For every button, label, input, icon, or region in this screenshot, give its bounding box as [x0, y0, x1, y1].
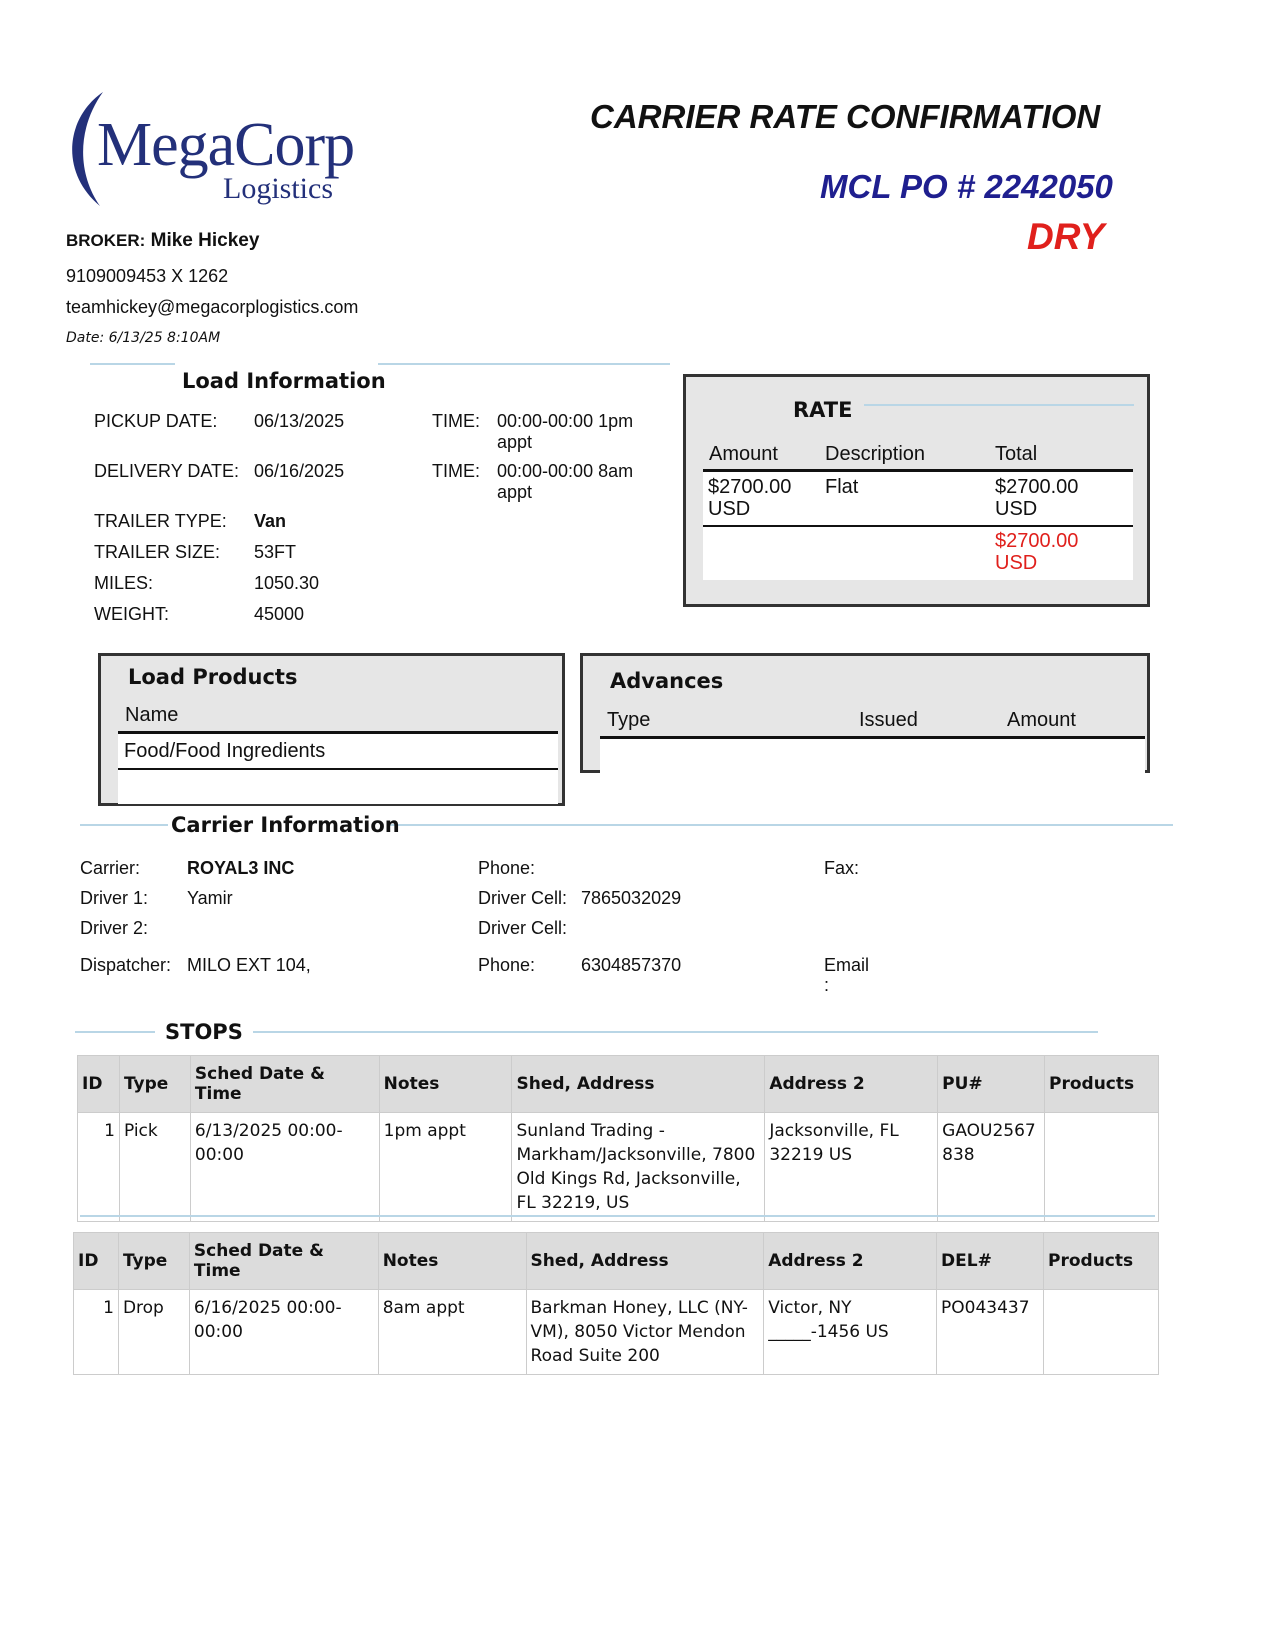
dispatch-email-label: Email	[824, 955, 870, 975]
broker-line	[66, 230, 259, 252]
stops-rule-right	[253, 1031, 1098, 1033]
miles: 1050.30	[254, 573, 320, 593]
pickup-time: 00:00-00:00 1pm	[497, 411, 634, 431]
rate-col-total: Total	[995, 443, 1038, 465]
pickup-header-row	[78, 1056, 1159, 1113]
rate-table-body	[703, 469, 1133, 580]
load-product-item: Food/Food Ingredients	[124, 740, 326, 762]
drop-id: 1	[74, 1290, 119, 1375]
pickup-id: 1	[78, 1113, 120, 1222]
stops-divider-rule	[80, 1215, 1155, 1217]
rate-title-rule	[864, 404, 1134, 406]
dispatch-email-colon: :	[824, 975, 830, 995]
pickup-header-id: ID	[78, 1056, 120, 1113]
pickup-type: Pick	[119, 1113, 190, 1222]
trailer-type-label: TRAILER TYPE:	[94, 511, 227, 531]
broker-label: BROKER:	[66, 231, 146, 250]
advances-title: Advances	[610, 669, 724, 693]
pickup-date-label: PICKUP DATE:	[94, 411, 218, 431]
trailer-size-label: TRAILER SIZE:	[94, 542, 221, 562]
broker-email[interactable]: teamhickey@megacorplogistics.com	[66, 297, 359, 317]
advances-body	[600, 736, 1145, 773]
advances-col-amount: Amount	[1007, 709, 1076, 731]
table-row	[74, 1290, 1159, 1375]
carrier-info-rule-right	[388, 824, 1173, 826]
trailer-size: 53FT	[254, 542, 297, 562]
pickup-sched: 6/13/2025 00:00-00:00	[190, 1113, 379, 1222]
pickup-header-products: Products	[1045, 1056, 1159, 1113]
rate-title: RATE	[793, 398, 853, 422]
dispatch-phone: 6304857370	[581, 955, 682, 975]
carrier-label: Carrier:	[80, 858, 141, 878]
pickup-header-type: Type	[119, 1056, 190, 1113]
driver2-label: Driver 2:	[80, 918, 149, 938]
load-info-rule-right	[378, 363, 670, 365]
load-info-rule-left	[90, 363, 175, 365]
advances-col-issued: Issued	[859, 709, 918, 731]
pickup-pu-number: GAOU2567838	[938, 1113, 1045, 1222]
drop-header-address2: Address 2	[764, 1233, 937, 1290]
rate-total-currency: USD	[995, 498, 1038, 520]
pickup-address2: Jacksonville, FL 32219 US	[765, 1113, 938, 1222]
broker-name: Mike Hickey	[150, 230, 260, 251]
delivery-time-note: appt	[497, 482, 533, 502]
weight: 45000	[254, 604, 305, 624]
delivery-date: 06/16/2025	[254, 461, 345, 481]
rate-description: Flat	[825, 476, 859, 498]
load-type: DRY	[1027, 216, 1105, 257]
pickup-time-label: TIME:	[432, 411, 480, 431]
carrier-info-title: Carrier Information	[171, 813, 400, 837]
dispatcher-name: MILO EXT 104,	[187, 955, 311, 975]
rate-row-divider	[703, 525, 1133, 527]
carrier-name: ROYAL3 INC	[187, 858, 295, 878]
pickup-header-address2: Address 2	[765, 1056, 938, 1113]
drop-header-notes: Notes	[378, 1233, 526, 1290]
drop-header-id: ID	[74, 1233, 119, 1290]
delivery-date-label: DELIVERY DATE:	[94, 461, 240, 481]
rate-col-amount: Amount	[709, 443, 778, 465]
load-products-box	[98, 653, 565, 806]
advances-col-type: Type	[607, 709, 651, 731]
stops-rule-left	[75, 1031, 155, 1033]
carrier-fax-label: Fax:	[824, 858, 860, 878]
pickup-products	[1045, 1113, 1159, 1222]
rate-col-description: Description	[825, 443, 926, 465]
drop-header-del: DEL#	[937, 1233, 1044, 1290]
drop-sched: 6/16/2025 00:00-00:00	[189, 1290, 378, 1375]
megacorp-logo	[55, 88, 385, 213]
pickup-header-pu: PU#	[938, 1056, 1045, 1113]
drop-type: Drop	[118, 1290, 189, 1375]
trailer-type: Van	[254, 511, 287, 531]
drop-del-number: PO043437	[937, 1290, 1044, 1375]
pickup-header-address: Shed, Address	[512, 1056, 765, 1113]
carrier-info-rule-left	[80, 824, 168, 826]
logo-name: MegaCorp	[97, 111, 355, 179]
weight-label: WEIGHT:	[94, 604, 169, 624]
driver2-cell-label: Driver Cell:	[478, 918, 568, 938]
pickup-stop-table	[77, 1055, 1159, 1222]
rate-amount: $2700.00	[708, 476, 792, 498]
rate-amount-currency: USD	[708, 498, 751, 520]
drop-header-type: Type	[118, 1233, 189, 1290]
rate-grand-currency: USD	[995, 552, 1038, 574]
drop-products	[1044, 1290, 1159, 1375]
driver1-name: Yamir	[187, 888, 233, 908]
driver1-cell-label: Driver Cell:	[478, 888, 568, 908]
pickup-date: 06/13/2025	[254, 411, 345, 431]
drop-notes: 8am appt	[378, 1290, 526, 1375]
advances-box	[580, 653, 1150, 773]
pickup-notes: 1pm appt	[379, 1113, 512, 1222]
table-row	[78, 1113, 1159, 1222]
pickup-address: Sunland Trading - Markham/Jacksonville, 7800 Old Kings Rd, Jacksonville, FL 32219, US	[512, 1113, 765, 1222]
load-products-title: Load Products	[128, 665, 298, 689]
stops-title: STOPS	[165, 1020, 243, 1044]
po-number: MCL PO # 2242050	[820, 168, 1113, 205]
broker-phone: 9109009453 X 1262	[66, 266, 229, 286]
dispatch-phone-label: Phone:	[478, 955, 536, 975]
drop-address: Barkman Honey, LLC (NY-VM), 8050 Victor Mendon Road Suite 200	[526, 1290, 764, 1375]
document-title: CARRIER RATE CONFIRMATION	[590, 98, 1101, 135]
dispatcher-label: Dispatcher:	[80, 955, 172, 975]
driver1-cell: 7865032029	[581, 888, 682, 908]
document-date: Date: 6/13/25 8:10AM	[66, 330, 221, 346]
rate-box	[683, 374, 1150, 607]
load-products-divider	[118, 768, 558, 770]
drop-header-products: Products	[1044, 1233, 1159, 1290]
drop-header-address: Shed, Address	[526, 1233, 764, 1290]
drop-address2: Victor, NY _____-1456 US	[764, 1290, 937, 1375]
miles-label: MILES:	[94, 573, 154, 593]
pickup-header-notes: Notes	[379, 1056, 512, 1113]
delivery-time-label: TIME:	[432, 461, 480, 481]
drop-header-row	[74, 1233, 1159, 1290]
driver1-label: Driver 1:	[80, 888, 149, 908]
load-products-col-name: Name	[125, 704, 179, 726]
logo-sub: Logistics	[223, 172, 333, 205]
load-info-title: Load Information	[182, 369, 386, 393]
rate-total: $2700.00	[995, 476, 1079, 498]
rate-grand-total: $2700.00	[995, 530, 1079, 552]
drop-stop-table	[73, 1232, 1159, 1375]
pickup-header-sched: Sched Date & Time	[190, 1056, 379, 1113]
pickup-time-note: appt	[497, 432, 533, 452]
drop-header-sched: Sched Date & Time	[189, 1233, 378, 1290]
carrier-phone-label: Phone:	[478, 858, 536, 878]
load-products-body	[118, 731, 558, 804]
delivery-time: 00:00-00:00 8am	[497, 461, 634, 481]
